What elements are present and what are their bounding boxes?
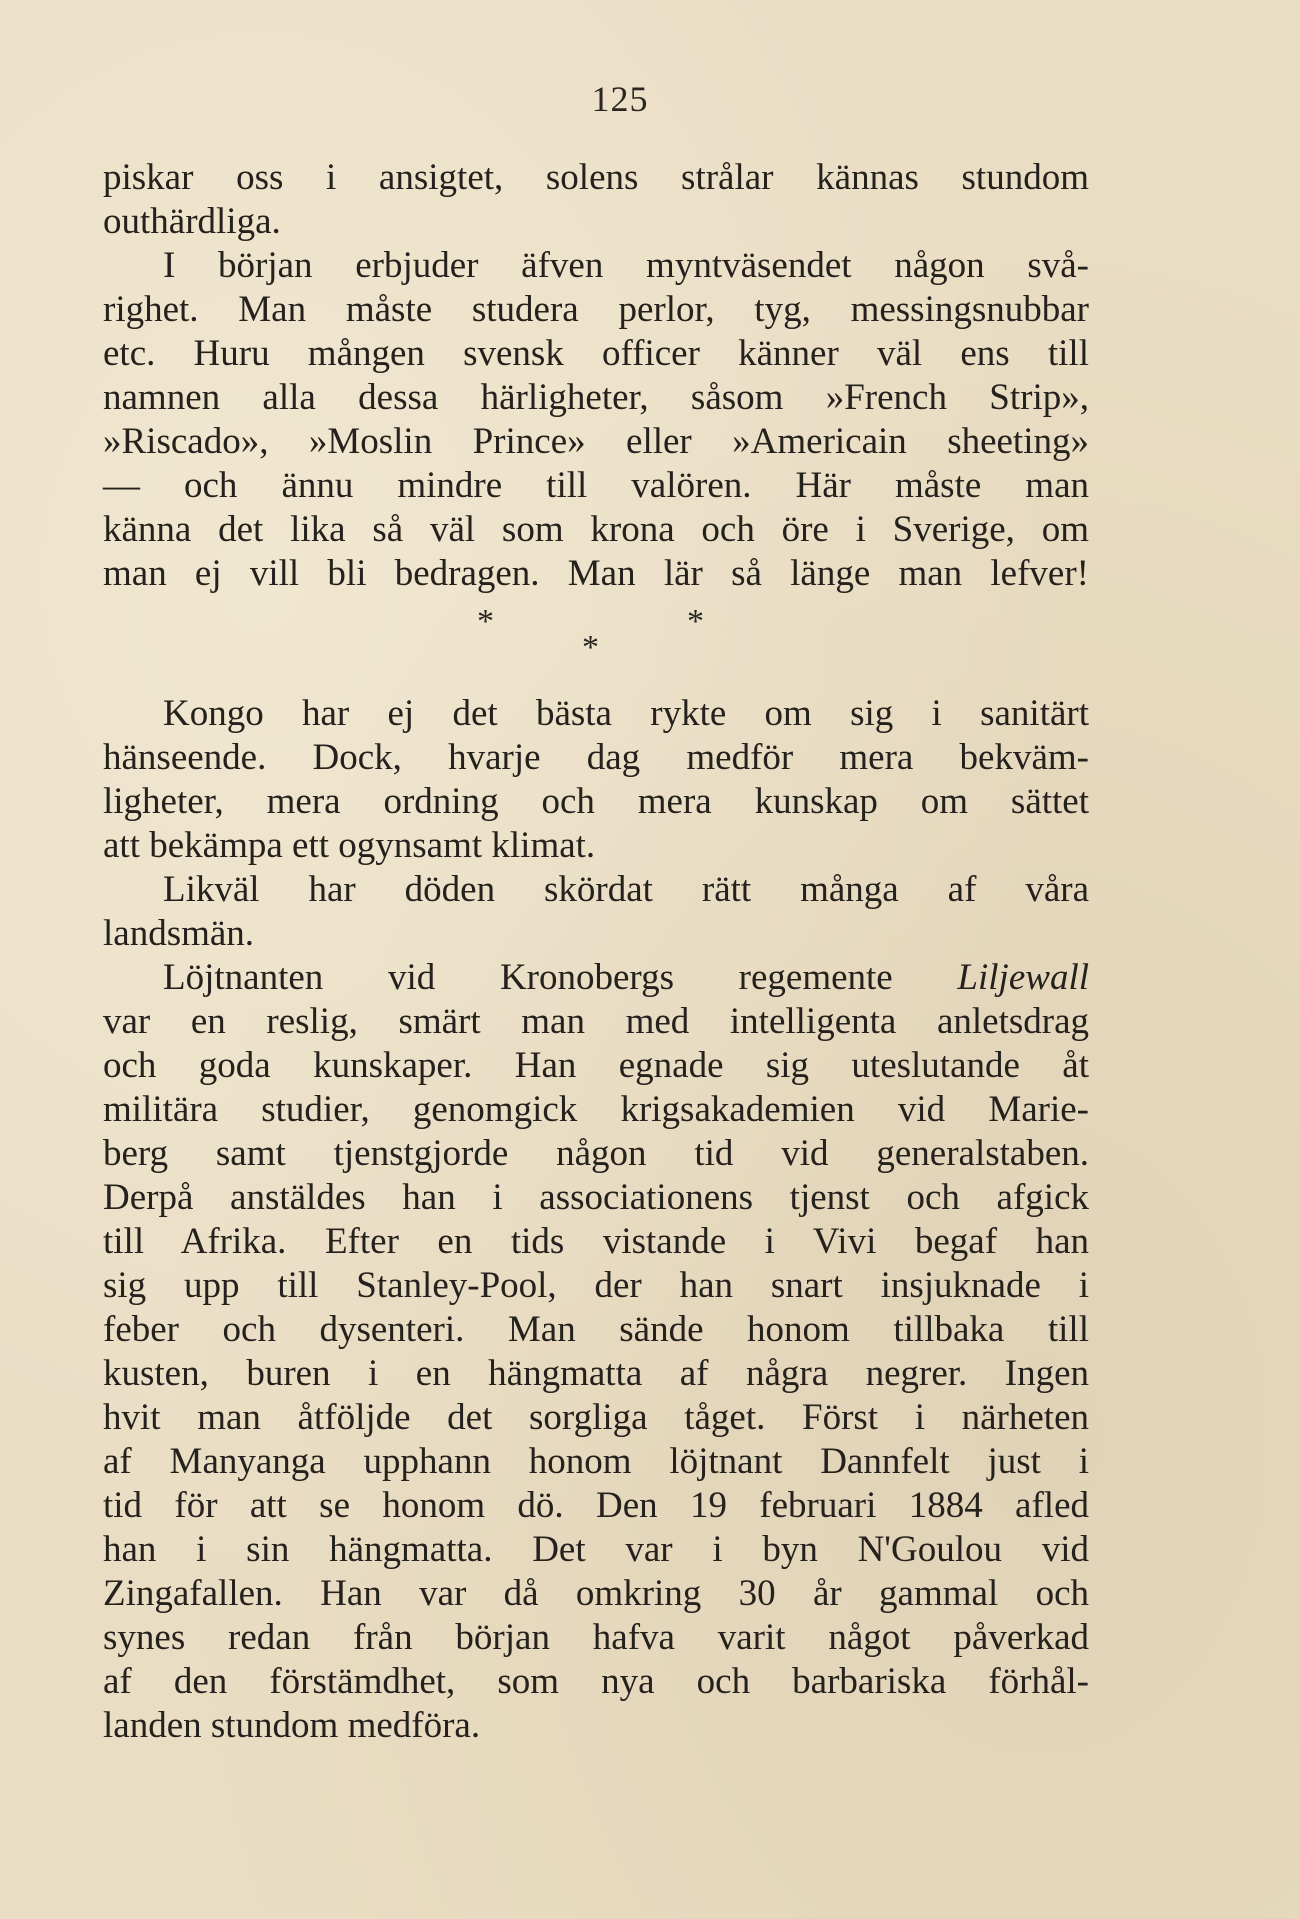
text-line: af Manyanga upphann honom löjtnant Dannfelt just i	[103, 1441, 1089, 1482]
paragraph	[103, 156, 1089, 244]
text-line	[103, 956, 1089, 1000]
text-line: han i sin hängmatta. Det var i byn N'Goulou vid	[103, 1529, 1089, 1570]
paragraph	[103, 868, 1089, 956]
text-line: Kongo har ej det bästa rykte om sig i sanitärt	[163, 693, 1089, 734]
text-line: I början erbjuder äfven myntväsendet någon svå-	[163, 245, 1089, 286]
text-line: landen stundom medföra.	[103, 1705, 481, 1746]
text-line: af den förstämdhet, som nya och barbariska förhål-	[103, 1661, 1089, 1702]
text-line: synes redan från början hafva varit något påverkad	[103, 1617, 1089, 1658]
text-line: ligheter, mera ordning och mera kunskap om sättet	[103, 781, 1089, 822]
text-line: kusten, buren i en hängmatta af några negrer. Ingen	[103, 1353, 1089, 1394]
text-line: etc. Huru mången svensk officer känner väl ens till	[103, 333, 1089, 374]
text-line: Likväl har döden skördat rätt många af våra	[163, 869, 1089, 910]
text-line: hänseende. Dock, hvarje dag medför mera bekväm-	[103, 737, 1089, 778]
text-line: militära studier, genomgick krigsakademien vid Marie-	[103, 1089, 1089, 1130]
text-line: piskar oss i ansigtet, solens strålar kännas stundom	[103, 157, 1089, 198]
text-line: tid för att se honom dö. Den 19 februari 1884 afled	[103, 1485, 1089, 1526]
text-line: — och ännu mindre till valören. Här måste man	[103, 465, 1089, 506]
body-text	[103, 156, 1089, 1748]
separator-star: *	[687, 603, 704, 640]
text-line: righet. Man måste studera perlor, tyg, messingsnubbar	[103, 289, 1089, 330]
text-line: sig upp till Stanley-Pool, der han snart insjuknade i	[103, 1265, 1089, 1306]
text-line: att bekämpa ett ogynsamt klimat.	[103, 825, 596, 866]
text-line: känna det lika så väl som krona och öre i Sverige, om	[103, 509, 1089, 550]
text-line: var en reslig, smärt man med intelligenta anletsdrag	[103, 1001, 1089, 1042]
page-number: 125	[591, 79, 649, 119]
text-line: »Riscado», »Moslin Prince» eller »Americain sheeting»	[103, 421, 1089, 462]
section-separator	[103, 596, 1089, 692]
text-line: berg samt tjenstgjorde någon tid vid generalstaben.	[103, 1133, 1089, 1174]
text-line: hvit man åtföljde det sorgliga tåget. Först i närheten	[103, 1397, 1089, 1438]
text-fragment: Löjtnanten vid Kronobergs regemente	[163, 957, 958, 998]
text-line: till Afrika. Efter en tids vistande i Vivi begaf han	[103, 1221, 1089, 1262]
text-line: landsmän.	[103, 913, 255, 954]
text-line: feber och dysenteri. Man sände honom tillbaka till	[103, 1309, 1089, 1350]
paragraph	[103, 692, 1089, 868]
separator-star: *	[477, 603, 494, 640]
text-line: namnen alla dessa härligheter, såsom »French Strip»,	[103, 377, 1089, 418]
text-line: Derpå anstäldes han i associationens tjenst och afgick	[103, 1177, 1089, 1218]
paragraph	[103, 244, 1089, 596]
text-line: och goda kunskaper. Han egnade sig uteslutande åt	[103, 1045, 1089, 1086]
text-line: man ej vill bli bedragen. Man lär så länge man lefver!	[103, 553, 1089, 594]
text-line: Zingafallen. Han var då omkring 30 år gammal och	[103, 1573, 1089, 1614]
person-name: Liljewall	[957, 957, 1089, 998]
text-line: outhärdliga.	[103, 201, 281, 242]
separator-star: *	[582, 629, 599, 666]
paragraph	[103, 956, 1089, 1748]
